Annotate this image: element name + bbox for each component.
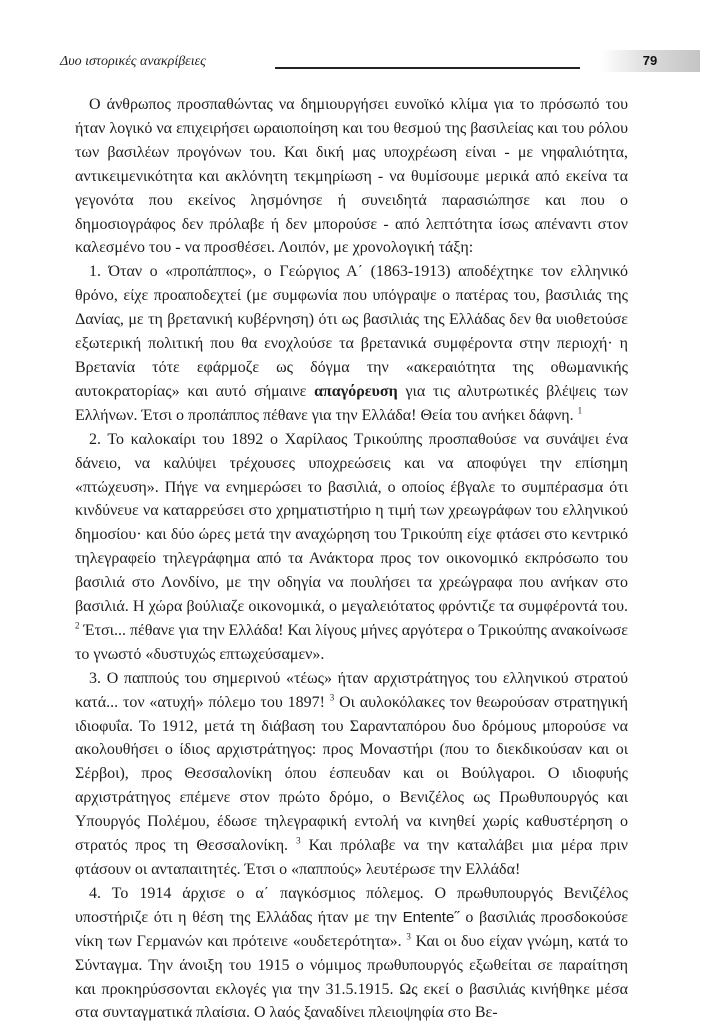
- latin-term: Entente: [402, 908, 455, 926]
- paragraph-3: [75, 667, 628, 882]
- page-header: [60, 48, 658, 78]
- paragraph-3-text-cont: Οι αυλοκόλακες τον θεωρούσαν στρατηγική ιδιοφυΐα. Το 1912, μετά τη διάβαση του Σαρανταπόρου δυο δρόμους μπορούσε να ακολουθήσει ο ίδιος αρχιστράτηγος: προς Μοναστήρι (που το διεκδικούσαν και οι Σέρβοι), προς Θεσσαλονίκη όπου έσπευδαν και οι Βούλγαροι. Ο ιδιοφυής αρχιστράτηγος επέμενε στον πρώτο δρόμο, ο Βενιζέλος ως Πρωθυπουργός και Υπουργός Πολέμου, έδωσε τηλεγραφική εντολή να κινηθεί χωρίς καθυστέρηση ο στρατός προς τη Θεσσαλονίκη.: [75, 693, 629, 855]
- page-number: 79: [600, 50, 700, 72]
- paragraph-1: [75, 260, 628, 427]
- footnote-ref: 3: [329, 692, 335, 703]
- paragraph-4-text-cont: ˝ ο βασιλιάς προσδοκούσε νίκη των Γερμανών και πρότεινε «ουδετερότητα».: [75, 908, 628, 950]
- paragraph-intro: Ο άνθρωπος προσπαθώντας να δημιουργήσει ευνοϊκό κλίμα για το πρόσωπό του ήταν λογικό να επιχειρήσει ωραιοποίηση και του θεσμού της βασιλείας και του ρόλου των βασιλέων προγόνων του. Και δική μας υποχρέωση είναι - με νηφαλιότητα, αντικειμενικότητα και ακλόνητη τεκμηρίωση - να θυμίσουμε μερικά από εκείνα τα γεγονότα που εκείνος λησμόνησε ή συνειδητά παρασιώπησε και που ο δημοσιογράφος δεν πρόλαβε ή δεν μπορούσε - από λεπτότητα ίσως απέναντι στον καλεσμένο του - να προσθέσει. Λοιπόν, με χρονολογική τάξη:: [75, 96, 628, 257]
- header-rule: [275, 67, 580, 69]
- footnote-ref: 2: [75, 620, 80, 631]
- paragraph-2: [75, 428, 628, 667]
- footnote-ref: 1: [577, 405, 583, 416]
- body-text: [75, 93, 628, 1025]
- paragraph-1-text: 1. Όταν ο «προπάππος», ο Γεώργιος Α΄ (1863-1913) αποδέχτηκε τον ελληνικό θρόνο, είχε προαποδεχτεί (με συμφωνία που υπόγραψε ο πατέρας του, βασιλιάς της Δανίας, με τη βρετανική κυβέρνηση) ότι ως βασιλιάς της Ελλάδας δεν θα υιοθετούσε εξωτερική πολιτική που θα ενοχλούσε τα βρετανικά συμφέροντα στην περιοχή· η Βρετανία τότε εφάρμοζε ως δόγμα την «ακεραιότητα της οθωμανικής αυτοκρατορίας» και αυτό σήμαινε: [75, 263, 628, 400]
- footnote-ref: 3: [406, 931, 411, 942]
- paragraph-2-text-cont: Έτσι... πέθανε για την Ελλάδα! Και λίγους μήνες αργότερα ο Τρικούπης ανακοίνωσε το γνωστό «δυστυχώς επτωχεύσαμεν».: [75, 621, 629, 663]
- paragraph-1-text-cont: για τις αλυτρωτικές βλέψεις των Ελλήνων. Έτσι ο προπάππος πέθανε για την Ελλάδα! Θεία του ανήκει δάφνη.: [75, 382, 628, 424]
- paragraph-4-text-end: Και οι δυο είχαν γνώμη, κατά το Σύνταγμα. Την άνοιξη του 1915 ο νόμιμος πρωθυπουργός εξωθείται σε παραίτηση και προκηρύσσονται εκλογές για την 31.5.1915. Ως εκεί ο βασιλιάς κινήθηκε μέσα στα συνταγματικά πλαίσια. Ο λαός ξαναδίνει πλειοψηφία στο Βε-: [75, 932, 629, 1022]
- paragraph-4-text: 4. Το 1914 άρχισε ο α΄ παγκόσμιος πόλεμος. Ο πρωθυπουργός Βενιζέλος υποστήριζε ότι η θέση της Ελλάδας ήταν με την: [75, 884, 628, 926]
- paragraph-4: [75, 882, 628, 1025]
- paragraph-2-text: 2. Το καλοκαίρι του 1892 ο Χαρίλαος Τρικούπης προσπαθούσε να συνάψει ένα δάνειο, να καλύψει τρέχουσες υποχρεώσεις και να αποφύγει την επίσημη «πτώχευση». Πήγε να ενημερώσει το βασιλιά, ο οποίος έβγαλε το συμπέρασμα ότι κινδύνευε να καταρρεύσει στο χρηματιστήριο η τιμή των χρεωγράφων του ελληνικού δημοσίου· και δύο ώρες μετά την αναχώρηση του Τρικούπη είχε φτάσει στο κεντρικό τηλεγραφείο τηλεγράφημα από τα Ανάκτορα προς τον οικονομικό εκπρόσωπο του βασιλιά στο Λονδίνο, με την οδηγία να πουλήσει τα χρεώγραφα που ανήκαν στο βασιλιά. Η χώρα βούλιαζε οικονομικά, ο μεγαλειότατος φρόντιζε τα συμφέροντά του.: [75, 430, 628, 616]
- running-title: Δυο ιστορικές ανακρίβειες: [60, 54, 206, 69]
- paragraph-3-text-end: Και πρόλαβε να την καταλάβει μια μέρα πριν φτάσουν οι ανταπαιτητές. Έτσι ο «παππούς» λευτέρωσε την Ελλάδα!: [75, 837, 629, 878]
- paragraph-3-text: 3. Ο παππούς του σημερινού «τέως» ήταν αρχιστράτηγος του ελληνικού στρατού κατά... τον «ατυχή» πόλεμο του 1897!: [75, 669, 628, 711]
- footnote-ref: 3: [296, 835, 301, 846]
- bold-term: απαγόρευση: [314, 382, 398, 400]
